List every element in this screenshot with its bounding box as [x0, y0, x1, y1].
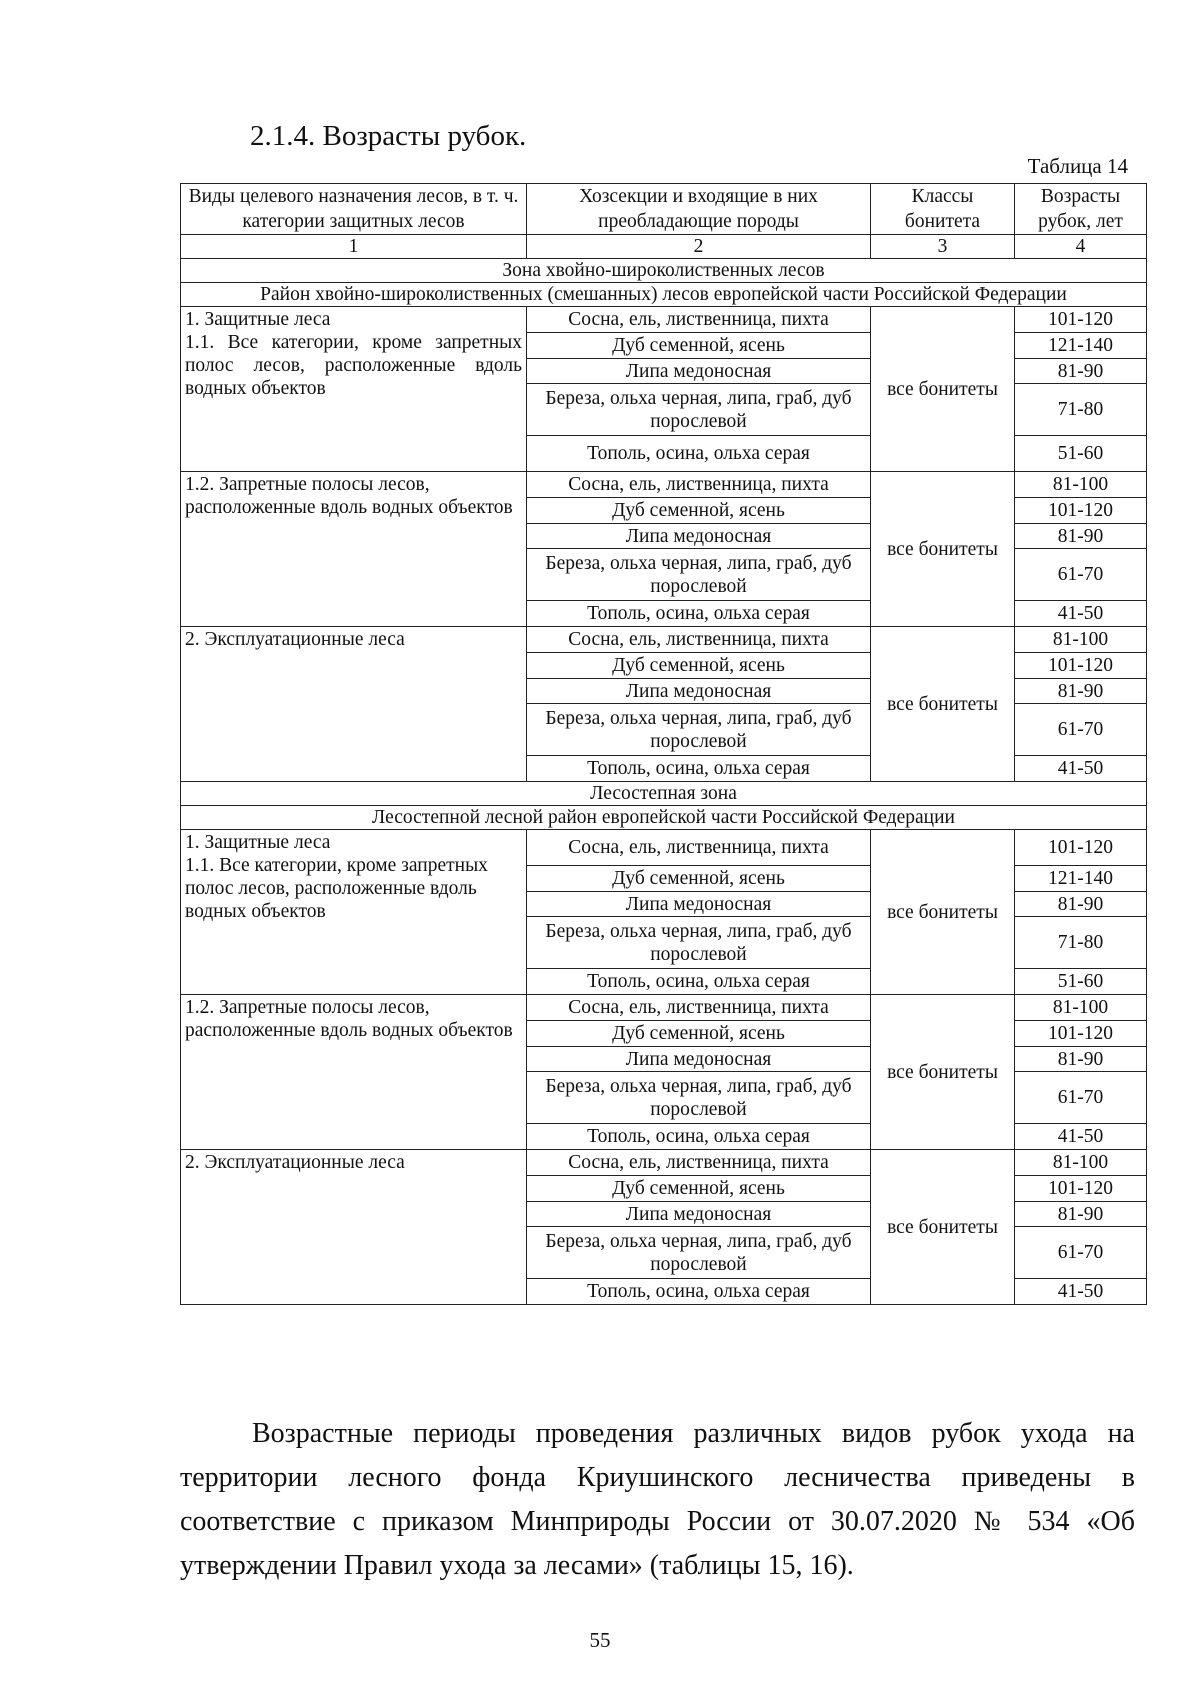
species-cell: Дуб семенной, ясень [527, 333, 871, 359]
zone-row [181, 259, 1147, 283]
species-cell: Дуб семенной, ясень [527, 866, 871, 892]
table-row [181, 1150, 1147, 1176]
bonitet-cell: все бонитеты [871, 995, 1015, 1150]
species-cell: Липа медоносная [527, 359, 871, 384]
cutting-age-table-container [180, 183, 1146, 1305]
species-cell: Дуб семенной, ясень [527, 653, 871, 679]
page-number: 55 [589, 1628, 611, 1652]
zone-cell: Лесостепная зона [181, 782, 1147, 806]
species-cell: Береза, ольха черная, липа, граб, дуб порослевой [527, 1072, 871, 1124]
age-cell: 121-140 [1015, 333, 1147, 359]
age-cell: 81-90 [1015, 1202, 1147, 1227]
category-line: 2. Эксплуатационные леса [185, 1152, 405, 1173]
category-line: 1. Защитные леса [185, 309, 331, 330]
species-cell: Дуб семенной, ясень [527, 1176, 871, 1202]
age-cell: 101-120 [1015, 307, 1147, 333]
column-number-cell: 3 [871, 235, 1015, 259]
age-cell: 71-80 [1015, 917, 1147, 969]
species-cell: Тополь, осина, ольха серая [527, 601, 871, 627]
region-cell: Район хвойно-широколиственных (смешанных) лесов европейской части Российской Федерации [181, 283, 1147, 307]
age-cell: 51-60 [1015, 969, 1147, 995]
bonitet-cell: все бонитеты [871, 627, 1015, 782]
age-cell: 61-70 [1015, 704, 1147, 756]
category-cell [181, 307, 527, 472]
table-header-row [181, 184, 1147, 235]
species-cell: Липа медоносная [527, 679, 871, 704]
zone-row [181, 782, 1147, 806]
species-cell: Береза, ольха черная, липа, граб, дуб порослевой [527, 384, 871, 436]
species-cell: Сосна, ель, лиственница, пихта [527, 627, 871, 653]
species-cell: Береза, ольха черная, липа, граб, дуб порослевой [527, 1227, 871, 1279]
category-cell [181, 1150, 527, 1305]
species-cell: Липа медоносная [527, 1202, 871, 1227]
age-cell: 51-60 [1015, 436, 1147, 472]
age-cell: 81-100 [1015, 1150, 1147, 1176]
category-line: 1.2. Запретные полосы лесов, расположенные вдоль водных объектов [185, 474, 513, 518]
category-cell [181, 830, 527, 995]
species-cell: Сосна, ель, лиственница, пихта [527, 307, 871, 333]
body-paragraph [180, 1412, 1135, 1588]
species-cell: Береза, ольха черная, липа, граб, дуб порослевой [527, 549, 871, 601]
table-label: Таблица 14 [1027, 154, 1128, 178]
species-cell: Береза, ольха черная, липа, граб, дуб порослевой [527, 917, 871, 969]
age-cell: 81-100 [1015, 472, 1147, 498]
age-cell: 81-90 [1015, 359, 1147, 384]
species-cell: Тополь, осина, ольха серая [527, 756, 871, 782]
age-cell: 61-70 [1015, 1227, 1147, 1279]
table-row [181, 307, 1147, 333]
category-cell [181, 627, 527, 782]
age-cell: 81-90 [1015, 679, 1147, 704]
column-number-cell: 4 [1015, 235, 1147, 259]
species-cell: Липа медоносная [527, 524, 871, 549]
header-cell-bonitet: Классы бонитета [871, 184, 1015, 235]
age-cell: 41-50 [1015, 1279, 1147, 1305]
region-row [181, 283, 1147, 307]
age-cell: 61-70 [1015, 549, 1147, 601]
species-cell: Тополь, осина, ольха серая [527, 969, 871, 995]
body-paragraph-text: Возрастные периоды проведения различных видов рубок ухода на территории лесного фонда Криушинского лесничества приведены в соответствие с приказом Минприроды России от 30.07.2020 № 534 «Об утверждении Правил ухода за лесами» (таблицы 15, 16). [180, 1418, 1135, 1581]
species-cell: Береза, ольха черная, липа, граб, дуб порослевой [527, 704, 871, 756]
section-heading: 2.1.4. Возрасты рубок. [250, 120, 527, 152]
age-cell: 81-90 [1015, 892, 1147, 917]
age-cell: 101-120 [1015, 1021, 1147, 1047]
age-cell: 61-70 [1015, 1072, 1147, 1124]
species-cell: Липа медоносная [527, 892, 871, 917]
bonitet-cell: все бонитеты [871, 307, 1015, 472]
column-number-cell: 1 [181, 235, 527, 259]
age-cell: 121-140 [1015, 866, 1147, 892]
column-number-row [181, 235, 1147, 259]
category-cell [181, 995, 527, 1150]
age-cell: 41-50 [1015, 1124, 1147, 1150]
bonitet-cell: все бонитеты [871, 830, 1015, 995]
species-cell: Сосна, ель, лиственница, пихта [527, 472, 871, 498]
header-cell-species: Хозсекции и входящие в них преобладающие породы [527, 184, 871, 235]
species-cell: Дуб семенной, ясень [527, 1021, 871, 1047]
species-cell: Липа медоносная [527, 1047, 871, 1072]
column-number-cell: 2 [527, 235, 871, 259]
bonitet-cell: все бонитеты [871, 1150, 1015, 1305]
region-row [181, 806, 1147, 830]
age-cell: 101-120 [1015, 830, 1147, 866]
category-line: 1.2. Запретные полосы лесов, расположенные вдоль водных объектов [185, 997, 513, 1041]
age-cell: 71-80 [1015, 384, 1147, 436]
species-cell: Тополь, осина, ольха серая [527, 1124, 871, 1150]
header-cell-age: Возрасты рубок, лет [1015, 184, 1147, 235]
bonitet-cell: все бонитеты [871, 472, 1015, 627]
age-cell: 81-90 [1015, 1047, 1147, 1072]
category-line: 1. Защитные леса [185, 832, 331, 853]
species-cell: Дуб семенной, ясень [527, 498, 871, 524]
category-line: 1.1. Все категории, кроме запретных полос лесов, расположенные вдоль водных объектов [185, 332, 522, 399]
category-line: 2. Эксплуатационные леса [185, 629, 405, 650]
age-cell: 101-120 [1015, 498, 1147, 524]
age-cell: 101-120 [1015, 1176, 1147, 1202]
species-cell: Сосна, ель, лиственница, пихта [527, 830, 871, 866]
table-row [181, 472, 1147, 498]
age-cell: 41-50 [1015, 756, 1147, 782]
region-cell: Лесостепной лесной район европейской части Российской Федерации [181, 806, 1147, 830]
age-cell: 41-50 [1015, 601, 1147, 627]
cutting-age-table [180, 183, 1147, 1305]
species-cell: Сосна, ель, лиственница, пихта [527, 1150, 871, 1176]
category-line: 1.1. Все категории, кроме запретных полос лесов, расположенные вдоль водных объектов [185, 855, 488, 922]
age-cell: 81-100 [1015, 627, 1147, 653]
header-cell-purpose: Виды целевого назначения лесов, в т. ч. категории защитных лесов [181, 184, 527, 235]
table-row [181, 995, 1147, 1021]
age-cell: 81-90 [1015, 524, 1147, 549]
table-row [181, 830, 1147, 866]
zone-cell: Зона хвойно-широколиственных лесов [181, 259, 1147, 283]
age-cell: 101-120 [1015, 653, 1147, 679]
age-cell: 81-100 [1015, 995, 1147, 1021]
table-row [181, 627, 1147, 653]
species-cell: Сосна, ель, лиственница, пихта [527, 995, 871, 1021]
species-cell: Тополь, осина, ольха серая [527, 1279, 871, 1305]
species-cell: Тополь, осина, ольха серая [527, 436, 871, 472]
category-cell [181, 472, 527, 627]
